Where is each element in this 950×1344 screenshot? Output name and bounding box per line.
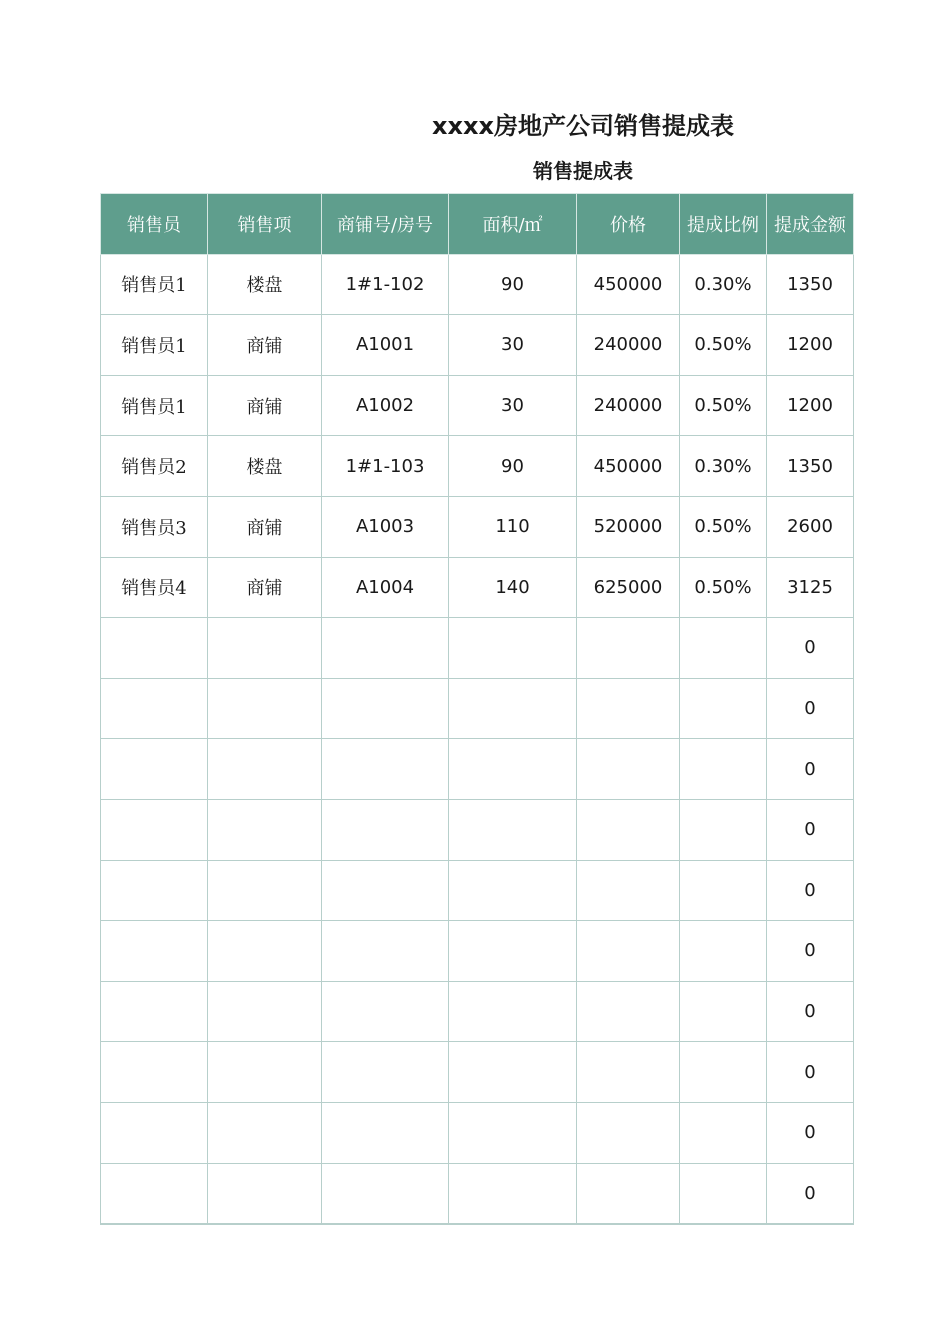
cell-sales-item: [208, 860, 322, 921]
cell-commission-rate: 0.50%: [680, 375, 767, 436]
cell-salesperson: 销售员1: [101, 375, 208, 436]
cell-price: 240000: [577, 375, 680, 436]
cell-sales-item: [208, 981, 322, 1042]
cell-commission-amount: 1350: [767, 254, 854, 315]
cell-sales-item: [208, 921, 322, 982]
cell-unit-number: [322, 799, 449, 860]
cell-area: 90: [449, 436, 577, 497]
cell-unit-number: [322, 678, 449, 739]
cell-price: [577, 618, 680, 679]
cell-price: [577, 678, 680, 739]
cell-salesperson: 销售员1: [101, 315, 208, 376]
cell-area: [449, 921, 577, 982]
table-row: [101, 921, 854, 982]
cell-commission-amount: 0: [767, 921, 854, 982]
cell-unit-number: [322, 1163, 449, 1224]
cell-commission-amount: 0: [767, 618, 854, 679]
document-title: xxxx房地产公司销售提成表: [432, 112, 734, 140]
cell-price: 450000: [577, 436, 680, 497]
cell-salesperson: [101, 981, 208, 1042]
table-row: [101, 799, 854, 860]
cell-commission-rate: [680, 1102, 767, 1163]
cell-price: [577, 921, 680, 982]
cell-commission-rate: 0.50%: [680, 315, 767, 376]
cell-sales-item: 商铺: [208, 375, 322, 436]
cell-commission-amount: 0: [767, 981, 854, 1042]
cell-area: [449, 739, 577, 800]
cell-area: 30: [449, 315, 577, 376]
table-row: [101, 375, 854, 436]
cell-sales-item: [208, 1163, 322, 1224]
table-row: [101, 496, 854, 557]
table-row: [101, 618, 854, 679]
cell-price: [577, 799, 680, 860]
cell-unit-number: [322, 981, 449, 1042]
cell-price: 450000: [577, 254, 680, 315]
table-row: [101, 1102, 854, 1163]
cell-area: [449, 799, 577, 860]
cell-sales-item: 商铺: [208, 315, 322, 376]
cell-area: 140: [449, 557, 577, 618]
cell-commission-amount: 0: [767, 799, 854, 860]
cell-area: [449, 981, 577, 1042]
cell-price: [577, 981, 680, 1042]
cell-area: [449, 860, 577, 921]
cell-sales-item: 楼盘: [208, 254, 322, 315]
header-area: 面积/㎡: [449, 194, 577, 255]
cell-commission-rate: [680, 860, 767, 921]
cell-unit-number: A1003: [322, 496, 449, 557]
cell-unit-number: A1004: [322, 557, 449, 618]
header-unit-number: 商铺号/房号: [322, 194, 449, 255]
cell-sales-item: 商铺: [208, 496, 322, 557]
cell-salesperson: 销售员3: [101, 496, 208, 557]
cell-commission-rate: 0.50%: [680, 496, 767, 557]
cell-commission-rate: 0.30%: [680, 436, 767, 497]
cell-area: [449, 1163, 577, 1224]
cell-area: [449, 1102, 577, 1163]
sales-commission-table: [100, 193, 854, 1225]
cell-salesperson: [101, 678, 208, 739]
cell-salesperson: [101, 1163, 208, 1224]
cell-price: [577, 860, 680, 921]
cell-salesperson: [101, 618, 208, 679]
cell-commission-rate: [680, 921, 767, 982]
table-row: [101, 1163, 854, 1224]
cell-commission-rate: [680, 739, 767, 800]
cell-commission-amount: 0: [767, 678, 854, 739]
cell-commission-amount: 0: [767, 860, 854, 921]
cell-commission-amount: 1350: [767, 436, 854, 497]
table-row: [101, 678, 854, 739]
table-row: [101, 315, 854, 376]
cell-price: 240000: [577, 315, 680, 376]
header-salesperson: 销售员: [101, 194, 208, 255]
table-row: [101, 436, 854, 497]
cell-salesperson: [101, 1042, 208, 1103]
cell-salesperson: [101, 739, 208, 800]
cell-salesperson: 销售员2: [101, 436, 208, 497]
cell-area: [449, 1042, 577, 1103]
cell-sales-item: [208, 618, 322, 679]
cell-unit-number: [322, 921, 449, 982]
cell-area: 30: [449, 375, 577, 436]
cell-sales-item: [208, 678, 322, 739]
cell-sales-item: [208, 1042, 322, 1103]
cell-salesperson: [101, 921, 208, 982]
cell-commission-rate: 0.30%: [680, 254, 767, 315]
cell-commission-rate: [680, 618, 767, 679]
cell-unit-number: [322, 1042, 449, 1103]
cell-salesperson: [101, 1102, 208, 1163]
cell-salesperson: [101, 860, 208, 921]
cell-unit-number: [322, 618, 449, 679]
cell-price: 625000: [577, 557, 680, 618]
table-row: [101, 860, 854, 921]
cell-area: [449, 618, 577, 679]
header-commission-rate: 提成比例: [680, 194, 767, 255]
table-row: [101, 739, 854, 800]
cell-price: [577, 739, 680, 800]
table-row: [101, 1042, 854, 1103]
cell-sales-item: [208, 799, 322, 860]
table-row: [101, 981, 854, 1042]
cell-sales-item: 商铺: [208, 557, 322, 618]
cell-sales-item: [208, 739, 322, 800]
cell-sales-item: [208, 1102, 322, 1163]
cell-commission-rate: [680, 1042, 767, 1103]
cell-salesperson: 销售员4: [101, 557, 208, 618]
cell-commission-amount: 0: [767, 1102, 854, 1163]
cell-commission-amount: 1200: [767, 375, 854, 436]
cell-commission-rate: [680, 981, 767, 1042]
cell-commission-amount: 0: [767, 739, 854, 800]
header-price: 价格: [577, 194, 680, 255]
cell-price: [577, 1042, 680, 1103]
cell-salesperson: 销售员1: [101, 254, 208, 315]
cell-commission-amount: 0: [767, 1042, 854, 1103]
cell-price: 520000: [577, 496, 680, 557]
cell-commission-amount: 1200: [767, 315, 854, 376]
cell-price: [577, 1102, 680, 1163]
cell-unit-number: [322, 739, 449, 800]
cell-salesperson: [101, 799, 208, 860]
cell-commission-rate: [680, 678, 767, 739]
table-row: [101, 254, 854, 315]
cell-commission-rate: 0.50%: [680, 557, 767, 618]
header-commission-amount: 提成金额: [767, 194, 854, 255]
cell-commission-rate: [680, 799, 767, 860]
header-sales-item: 销售项: [208, 194, 322, 255]
cell-commission-amount: 0: [767, 1163, 854, 1224]
table-header-row: [101, 194, 854, 255]
cell-unit-number: [322, 860, 449, 921]
table-row: [101, 557, 854, 618]
cell-commission-amount: 3125: [767, 557, 854, 618]
cell-price: [577, 1163, 680, 1224]
cell-unit-number: A1001: [322, 315, 449, 376]
cell-area: 110: [449, 496, 577, 557]
cell-area: 90: [449, 254, 577, 315]
cell-unit-number: A1002: [322, 375, 449, 436]
cell-unit-number: [322, 1102, 449, 1163]
cell-area: [449, 678, 577, 739]
cell-unit-number: 1#1-102: [322, 254, 449, 315]
cell-commission-rate: [680, 1163, 767, 1224]
cell-sales-item: 楼盘: [208, 436, 322, 497]
cell-unit-number: 1#1-103: [322, 436, 449, 497]
table-subtitle: 销售提成表: [533, 159, 633, 183]
cell-commission-amount: 2600: [767, 496, 854, 557]
